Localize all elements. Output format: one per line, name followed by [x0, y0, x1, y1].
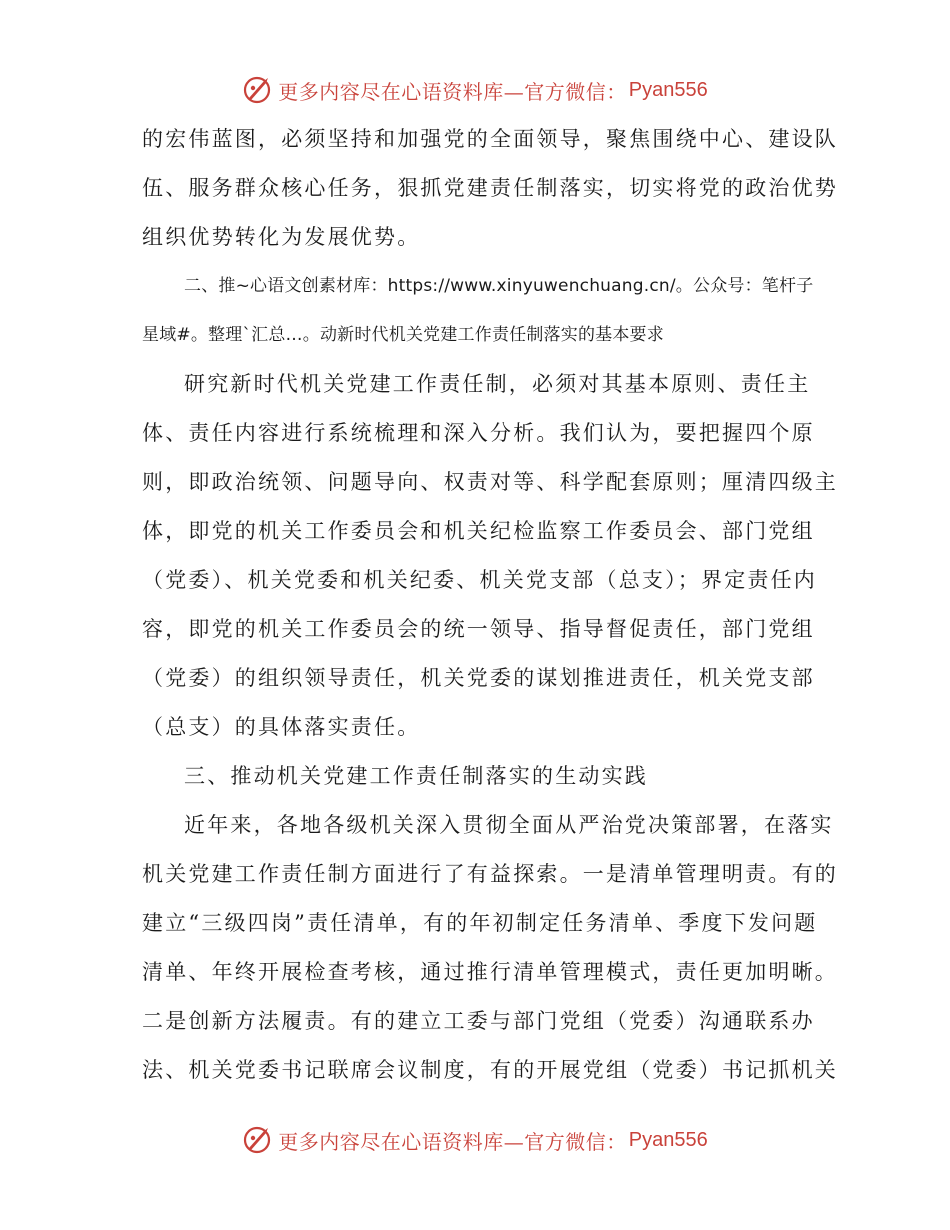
header-wechat-id: Pyan556	[628, 78, 708, 101]
text-line: 组织优势转化为发展优势。	[142, 225, 421, 249]
footer-banner-text: 更多内容尽在心语资料库—官方微信：	[278, 1129, 627, 1154]
text-line: 伍、服务群众核心任务，狠抓党建责任制落实，切实将党的政治优势	[142, 176, 838, 200]
text-line: 体，即党的机关工作委员会和机关纪检监察工作委员会、部门党组	[142, 519, 815, 543]
text-line: 近年来，各地各级机关深入贯彻全面从严治党决策部署，在落实	[184, 813, 834, 837]
section-heading-2-line: 二、推~心语文创素材库：https://www.xinyuwenchuang.cn/。公众号：笔杆子	[184, 276, 814, 296]
header-banner[interactable]	[0, 70, 950, 110]
article-body	[142, 115, 838, 1095]
quill-pen-logo-icon	[242, 1125, 272, 1155]
text-line: （总支）的具体落实责任。	[142, 715, 421, 739]
section-heading-2-line: 星域#。整理`汇总…。动新时代机关党建工作责任制落实的基本要求	[142, 325, 664, 345]
text-line: （党委）的组织领导责任，机关党委的谋划推进责任，机关党支部	[142, 666, 815, 690]
text-line: 容，即党的机关工作委员会的统一领导、指导督促责任，部门党组	[142, 617, 815, 641]
text-line: 二是创新方法履责。有的建立工委与部门党组（党委）沟通联系办	[142, 1009, 815, 1033]
header-banner-text: 更多内容尽在心语资料库—官方微信：	[278, 79, 627, 104]
text-line: （党委）、机关党委和机关纪委、机关党支部（总支）；界定责任内	[142, 568, 817, 592]
text-line: 研究新时代机关党建工作责任制，必须对其基本原则、责任主	[184, 372, 811, 396]
text-line: 建立“三级四岗”责任清单，有的年初制定任务清单、季度下发问题	[142, 911, 818, 935]
text-line: 体、责任内容进行系统梳理和深入分析。我们认为，要把握四个原	[142, 421, 815, 445]
section-heading-3: 三、推动机关党建工作责任制落实的生动实践	[184, 764, 648, 788]
footer-banner[interactable]	[0, 1120, 950, 1160]
text-line: 的宏伟蓝图，必须坚持和加强党的全面领导，聚焦围绕中心、建设队	[142, 127, 838, 151]
text-line: 清单、年终开展检查考核，通过推行清单管理模式，责任更加明晰。	[142, 960, 838, 984]
text-line: 则，即政治统领、问题导向、权责对等、科学配套原则；厘清四级主	[142, 470, 838, 494]
text-line: 法、机关党委书记联席会议制度，有的开展党组（党委）书记抓机关	[142, 1058, 838, 1082]
footer-wechat-id: Pyan556	[628, 1128, 708, 1151]
text-line: 机关党建工作责任制方面进行了有益探索。一是清单管理明责。有的	[142, 862, 838, 886]
quill-pen-logo-icon	[242, 75, 272, 105]
